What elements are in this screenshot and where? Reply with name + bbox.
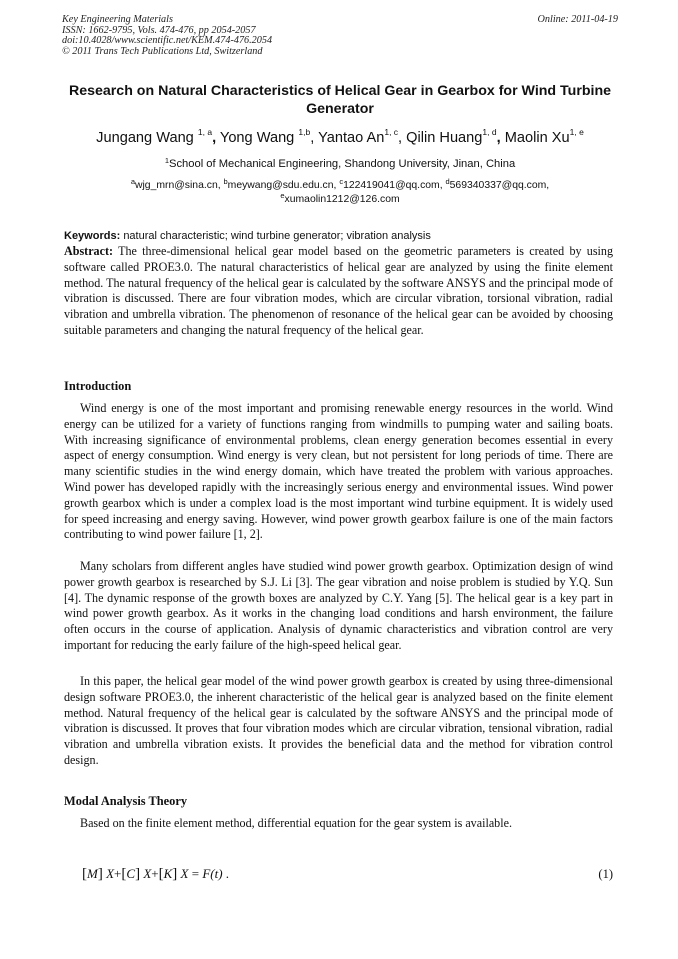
eq-x-vel: X xyxy=(143,866,152,881)
eq-period: . xyxy=(225,866,230,881)
bracket: [ xyxy=(121,866,127,882)
abstract xyxy=(64,244,613,339)
eq-x-accel: X xyxy=(106,866,115,881)
keywords xyxy=(64,229,614,243)
journal-header xyxy=(62,15,618,57)
email-sup: e xyxy=(280,190,285,200)
abstract-label: Abstract: xyxy=(64,244,114,258)
eq-plus: + xyxy=(151,866,159,881)
author-sup: 1,b xyxy=(298,127,311,137)
journal-doi: doi:10.4028/www.scientific.net/KEM.474-476.2054 xyxy=(62,35,273,47)
author-name: Maolin Xu xyxy=(504,130,570,146)
author-sup: 1, c xyxy=(384,127,399,137)
author-sup: 1, e xyxy=(569,127,584,137)
eq-stiffness: K xyxy=(163,866,173,881)
eq-equals: = xyxy=(191,866,200,881)
journal-issn: ISSN: 1662-9795, Vols. 474-476, pp 2054-2057 xyxy=(62,24,256,36)
email-sup: d xyxy=(445,177,450,186)
introduction-heading: Introduction xyxy=(64,379,132,393)
author-list: Jungang Wang $^{1, a}$, Yong Wang $^{1,b}$, Yantao An$^{1, c}$, Qilin Huang$^{1, d}$, Maolin Xu$^{1, e}$ xyxy=(96,127,584,146)
bracket: ] xyxy=(135,866,141,882)
eq-force: F(t) xyxy=(202,866,223,881)
email-link[interactable]: 122419041@qq.com, xyxy=(343,180,443,191)
bracket: ] xyxy=(97,866,103,882)
author-name: Qilin Huang xyxy=(406,130,483,146)
intro-paragraph: Wind energy is one of the most important and promising renewable energy resources in the world. Wind energy can be utilized for a variety of functions ranging from windmills to pumping water and sailing boats. With increasing significance of environmental problems, clean energy generation becomes essential in every aspect of energy consumption. Wind energy is very clean, but not persistent for long periods of time. There are many scientific studies in the wind energy domain, which have treated the problem with various approaches. Wind power has developed rapidly with the increasingly serious energy and environmental issues. Wind power growth gearbox which is under a complex load is the most important wind turbine equipment. It is widely used for speed increasing and energy saving. However, wind power growth gearbox failure is one of the main factors contributing to wind power failure [1, 2]. xyxy=(64,401,613,542)
email-link[interactable]: 569340337@qq.com, xyxy=(449,180,550,191)
online-date: Online: 2011-04-19 xyxy=(537,14,618,25)
email-link[interactable]: meywang@sdu.edu.cn, xyxy=(227,180,337,191)
bracket: ] xyxy=(172,866,178,882)
email-list xyxy=(40,179,640,206)
author-sup: 1, d xyxy=(482,127,497,137)
modal-analysis-heading: Modal Analysis Theory xyxy=(64,794,188,808)
affiliation xyxy=(40,157,640,171)
author-name: Jungang Wang xyxy=(96,130,194,146)
eq-damping: C xyxy=(126,866,136,881)
author-sup: 1, a xyxy=(197,127,213,137)
eq-mass: M xyxy=(87,866,98,881)
keywords-text: natural characteristic; wind turbine generator; vibration analysis xyxy=(123,230,431,242)
paper-title: Research on Natural Characteristics of Helical Gear in Gearbox for Wind Turbine Generator xyxy=(68,83,612,117)
email-sup: a xyxy=(130,177,135,186)
journal-name: Key Engineering Materials xyxy=(62,14,173,25)
email-link[interactable]: xumaolin1212@126.com xyxy=(284,193,400,205)
affiliation-sup: 1 xyxy=(164,156,169,165)
author-name: Yantao An xyxy=(318,130,385,146)
author-name: Yong Wang xyxy=(219,130,295,146)
intro-paragraph: Many scholars from different angles have studied wind power growth gearbox. Optimization design of wind power growth gearbox is researched by S.J. Li [3]. The gear vibration and noise problem is studied by Y.Q. Sun [4]. The dynamic response of the growth boxes are analyzed by C.Y. Yang [5]. The helical gear is a key part in wind power growth gearbox. As it works in the changing load conditions and harsh environment, the failure often occurs in the course of application. Analysis of dynamic characteristics and vibration control are very important for reducing the early failure of the high-speed helical gear. xyxy=(64,559,613,652)
email-link[interactable]: wjg_mrn@sina.cn, xyxy=(134,180,221,191)
eq-plus: + xyxy=(114,866,122,881)
bracket: [ xyxy=(82,866,87,882)
intro-paragraph: In this paper, the helical gear model of the wind power growth gearbox is created by using three-dimensional design software PROE3.0, the inherent characteristic of the helical gear is analyzed based on the finite element method. Natural frequency of the helical gear is calculated by the software ANSYS and the principal mode of vibration is discussed. It proves that four vibration modes which are circular vibration, tensional vibration, radial vibration and umbrella vibration exists. It provides the beneficial data and the method for vibration control design. xyxy=(64,674,613,767)
eq-x: X xyxy=(180,866,189,881)
journal-copyright: © 2011 Trans Tech Publications Ltd, Switzerland xyxy=(62,45,263,57)
equation xyxy=(82,866,229,882)
email-sup: c xyxy=(339,177,344,186)
keywords-label: Keywords: xyxy=(64,230,121,242)
affiliation-text: School of Mechanical Engineering, Shandong University, Jinan, China xyxy=(168,158,516,170)
modal-paragraph: Based on the finite element method, differential equation for the gear system is available. xyxy=(80,816,512,830)
bracket: [ xyxy=(158,866,164,882)
abstract-text: The three-dimensional helical gear model based on the geometric parameters is created by using software called PROE3.0. The natural characteristics of helical gear are analyzed by using the finite element method. The natural frequency of the helical gear is calculated by the software ANSYS and the principal mode of vibration is discussed. There are four vibration modes, which are circular vibration, torsional vibration, radial vibration and umbrella vibration. The phenomenon of resonance of the helical gear can be avoided by choosing suitable parameters and changing the natural frequency of the helical gear. xyxy=(64,244,614,337)
equation-number: (1) xyxy=(598,867,613,881)
email-sup: b xyxy=(223,177,228,186)
